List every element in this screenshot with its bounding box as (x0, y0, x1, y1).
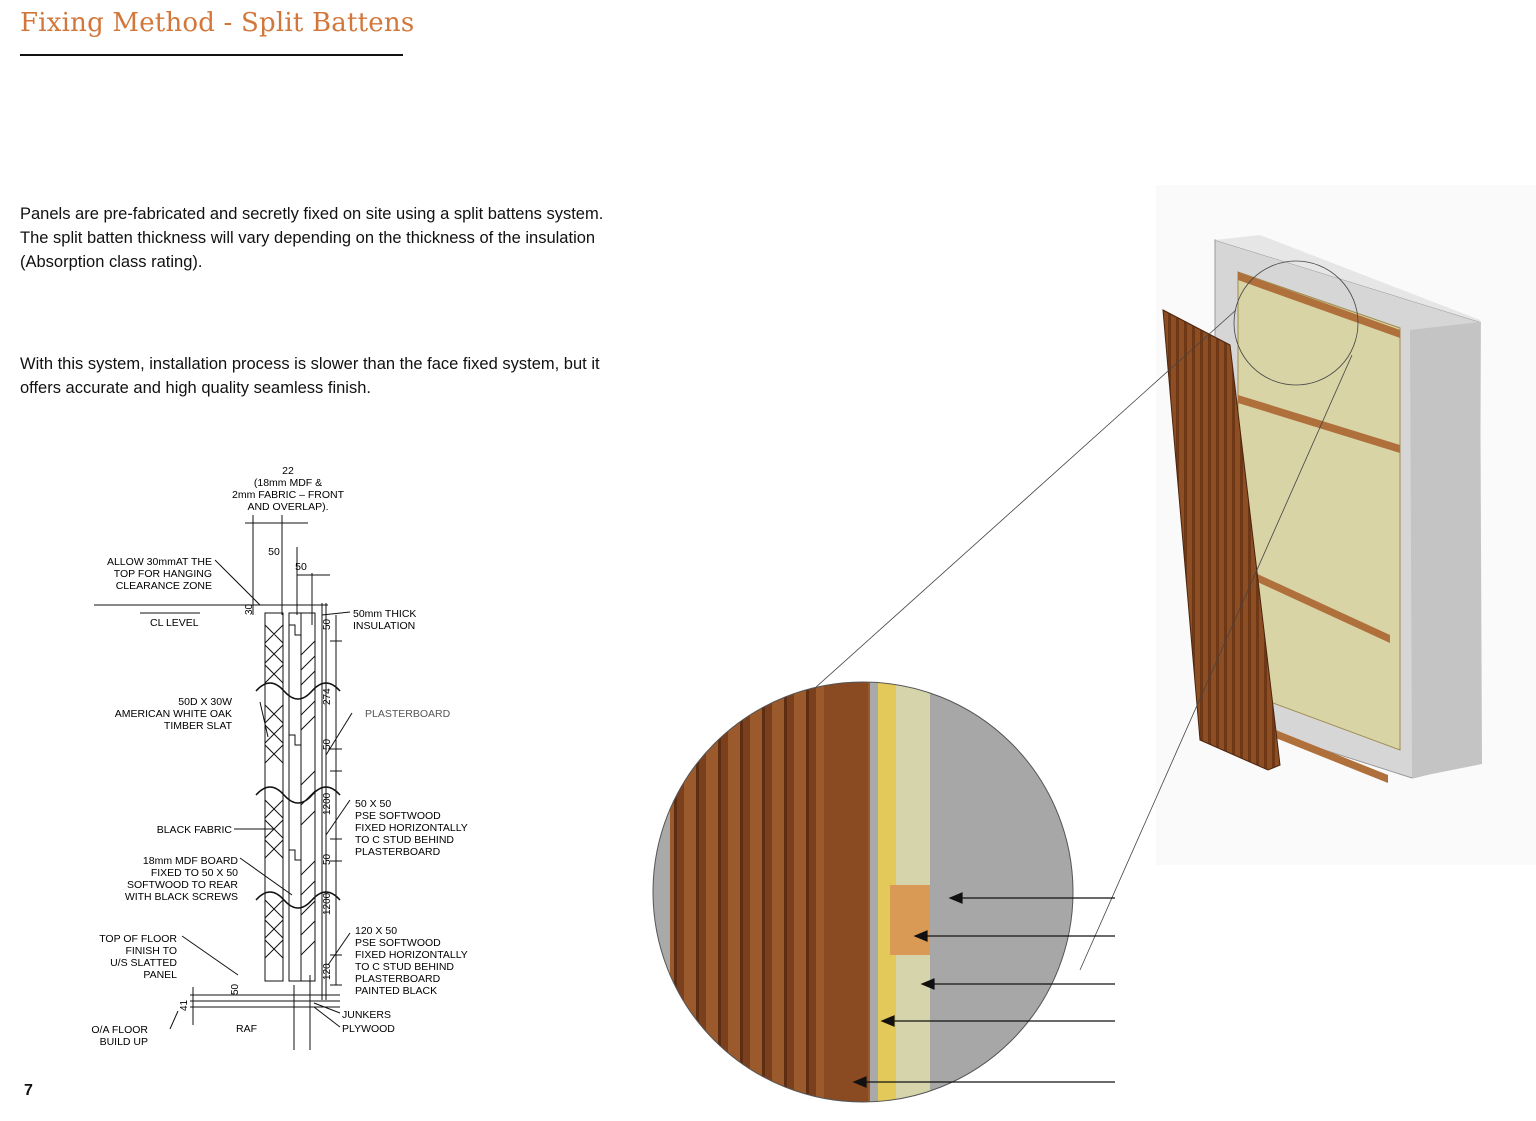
junkers-label: JUNKERS (342, 1009, 392, 1021)
floor-note-3: U/S SLATTED (110, 957, 177, 969)
dim-50-e: 50 (230, 983, 241, 995)
batten-note-3: FIXED HORIZONTALLY (355, 822, 468, 834)
batten-note-1: 50 X 50 (355, 798, 392, 810)
top-dim-line-3: 2mm FABRIC – FRONT (231, 489, 345, 501)
batten2-note-5: PLASTERBOARD (355, 973, 441, 985)
dim-50-d: 50 (322, 853, 333, 865)
insulation-note-2: INSULATION (353, 620, 416, 632)
oa-floor-2: BUILD UP (99, 1036, 148, 1048)
plasterboard-label: PLASTERBOARD (365, 708, 451, 720)
dim-50a: 50 (268, 546, 280, 558)
dim-274: 274 (322, 688, 333, 705)
dim-1200a: 1200 (322, 792, 333, 815)
intro-paragraph-1: Panels are pre-fabricated and secretly fixed on site using a split battens system. The split batten thickness will vary depending on the thickness of the insulation (Absorption class rating). (20, 205, 604, 271)
title-underline (20, 54, 403, 56)
batten-note-2: PSE SOFTWOOD (355, 810, 441, 822)
mdf-note-4: WITH BLACK SCREWS (124, 891, 238, 903)
raf-label: RAF (236, 1023, 257, 1035)
dim-50b: 50 (295, 561, 307, 573)
mdf-note-1: 18mm MDF BOARD (142, 855, 238, 867)
floor-note-1: TOP OF FLOOR (99, 933, 177, 945)
batten-note-4: TO C STUD BEHIND (355, 834, 454, 846)
batten2-note-1: 120 X 50 (355, 925, 398, 937)
top-dim-line-2: (18mm MDF & (253, 477, 323, 489)
oa-floor-1: O/A FLOOR (91, 1024, 148, 1036)
allow-note-2: TOP FOR HANGING (113, 568, 212, 580)
page-title: Fixing Method - Split Battens (20, 8, 415, 38)
plywood-label: PLYWOOD (342, 1023, 395, 1035)
floor-note-4: PANEL (143, 969, 177, 981)
allow-note-1: ALLOW 30mmAT THE (106, 556, 212, 568)
slat-note-3: TIMBER SLAT (163, 720, 232, 732)
dim-41: 41 (179, 999, 190, 1011)
top-dim-line-1: 22 (282, 465, 294, 477)
dim-50-insulation: 50 (322, 618, 333, 630)
mdf-note-2: FIXED TO 50 X 50 (150, 867, 238, 879)
top-dim-line-4: AND OVERLAP). (247, 501, 329, 513)
section-detail-drawing (60, 455, 500, 1055)
insulation-note-1: 50mm THICK (353, 608, 417, 620)
cl-level-label: CL LEVEL (150, 617, 199, 629)
allow-note-3: CLEARANCE ZONE (115, 580, 212, 592)
batten2-note-2: PSE SOFTWOOD (355, 937, 441, 949)
mdf-note-3: SOFTWOOD TO REAR (126, 879, 238, 891)
batten2-note-6: PAINTED BLACK (355, 985, 438, 997)
dim-1200b: 1200 (322, 892, 333, 915)
dim-50-c: 50 (322, 738, 333, 750)
floor-note-2: FINISH TO (125, 945, 177, 957)
slat-note-1: 50D X 30W (178, 696, 232, 708)
dim-120: 120 (322, 963, 333, 980)
isometric-panel-illustration (640, 180, 1536, 1121)
slat-note-2: AMERICAN WHITE OAK (114, 708, 232, 720)
batten2-note-3: FIXED HORIZONTALLY (355, 949, 468, 961)
page-number: 7 (24, 1082, 33, 1099)
batten2-note-4: TO C STUD BEHIND (355, 961, 454, 973)
black-fabric-label: BLACK FABRIC (156, 824, 232, 836)
dim-30: 30 (244, 603, 255, 615)
intro-paragraph-2: With this system, installation process is slower than the face fixed system, but it offers accurate and high quality seamless finish. (20, 355, 600, 397)
batten-note-5: PLASTERBOARD (355, 846, 441, 858)
